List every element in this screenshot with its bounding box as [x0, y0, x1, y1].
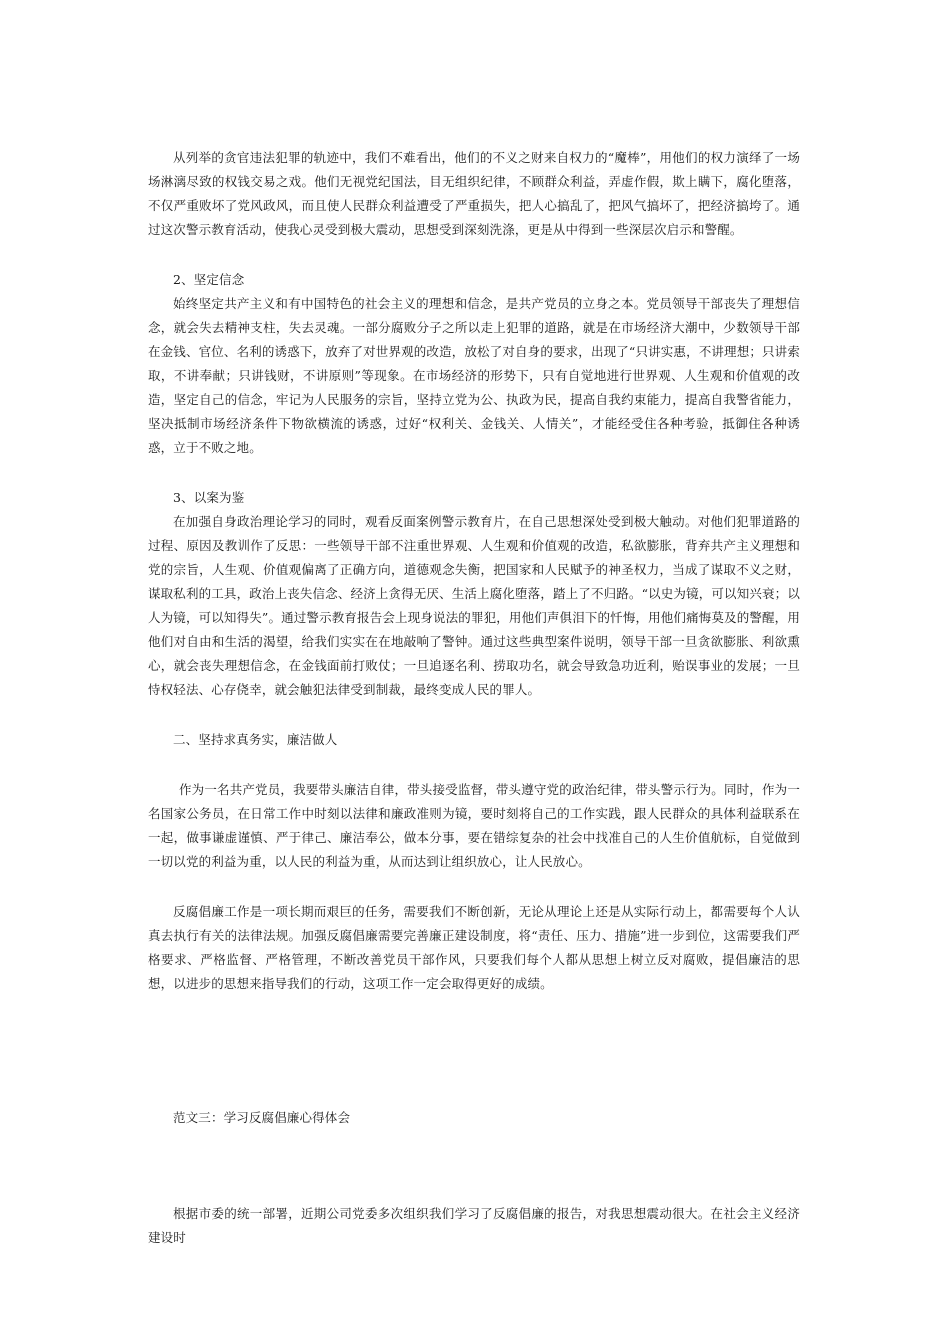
paragraph-firm-belief: 始终坚定共产主义和有中国特色的社会主义的理想和信念，是共产党员的立身之本。党员领导干部丧失了理想信念，就会失去精神支柱，失去灵魂。一部分腐败分子之所以走上犯罪的道路，就是在市场经济大潮中，少数领导干部在金钱、官位、名利的诱惑下，放弃了对世界观的改造，放松了对自身的要求，出现了“只讲实惠，不讲理想；只讲索取，不讲奉献；只讲钱财，不讲原则”等现象。在市场经济的形势下，只有自觉地进行世界观、人生观和价值观的改造，坚定自己的信念，牢记为人民服务的宗旨，坚持立党为公、执政为民，提高自我约束能力，提高自我警省能力，坚决抵制市场经济条件下物欲横流的诱惑，过好“权利关、金钱关、人情关”，才能经受住各种考验，抵御住各种诱惑，立于不败之地。 — [148, 296, 800, 455]
paragraph-city-committee: 根据市委的统一部署，近期公司党委多次组织我们学习了反腐倡廉的报告，对我思想震动很大。在社会主义经济建设时 — [148, 1206, 800, 1245]
paragraph-learn-from-cases: 在加强自身政治理论学习的同时，观看反面案例警示教育片，在自己思想深处受到极大触动。对他们犯罪道路的过程、原因及教训作了反思：一些领导干部不注重世界观、人生观和价值观的改造，私欲膨胀，背弃共产主义理想和党的宗旨，人生观、价值观偏离了正确方向，道德观念失衡，把国家和人民赋予的神圣权力，当成了谋取不义之财，谋取私利的工具，政治上丧失信念、经济上贪得无厌、生活上腐化堕落，踏上了不归路。“以史为镜，可以知兴衰；以人为镜，可以知得失”。通过警示教育报告会上现身说法的罪犯，用他们声俱泪下的忏悔，用他们痛悔莫及的警醒，用他们对自由和生活的渴望，给我们实实在在地敲响了警钟。通过这些典型案件说明，领导干部一旦贪欲膨胀、利欲熏心，就会丧失理想信念，在金钱面前打败仗；一旦追逐名利、捞取功名，就会导致急功近利，贻误事业的发展；一旦恃权轻法、心存侥幸，就会触犯法律受到制裁，最终变成人民的罪人。 — [148, 514, 800, 697]
paragraph-corruption-trajectory: 从列举的贪官违法犯罪的轨迹中，我们不难看出，他们的不义之财来自权力的“魔棒”，用他们的权力演绎了一场场淋漓尽致的权钱交易之戏。他们无视党纪国法，目无组织纪律，不顾群众利益，弄虚作假，欺上瞒下，腐化堕落，不仅严重败坏了党风政风，而且使人民群众利益遭受了严重损失，把人心搞乱了，把风气搞坏了，把经济搞垮了。通过这次警示教育活动，使我心灵受到极大震动，思想受到深刻洗涤，更是从中得到一些深层次启示和警醒。 — [148, 150, 800, 237]
document-page — [148, 146, 800, 1250]
paragraph-party-member-duty: 作为一名共产党员，我要带头廉洁自律，带头接受监督，带头遵守党的政治纪律，带头警示行为。同时，作为一名国家公务员，在日常工作中时刻以法律和廉政准则为镜，要时刻将自己的工作实践，跟人民群众的具体利益联系在一起，做事谦虚谨慎、严于律己、廉洁奉公，做本分事，要在错综复杂的社会中找准自己的人生价值航标，自觉做到一切以党的利益为重，以人民的利益为重，从而达到让组织放心，让人民放心。 — [148, 782, 800, 869]
heading-seek-truth-integrity: 二、坚持求真务实，廉洁做人 — [173, 732, 338, 747]
paragraph-anti-corruption-task: 反腐倡廉工作是一项长期而艰巨的任务，需要我们不断创新，无论从理论上还是从实际行动上，都需要每个人认真去执行有关的法律法规。加强反腐倡廉需要完善廉正建设制度，将“责任、压力、措施”进一步到位，这需要我们严格要求、严格监督、严格管理，不断改善党员干部作风，只要我们每个人都从思想上树立反对腐败，提倡廉洁的思想，以进步的思想来指导我们的行动，这项工作一定会取得更好的成绩。 — [148, 904, 800, 991]
heading-sample-three: 范文三：学习反腐倡廉心得体会 — [173, 1110, 351, 1125]
heading-learn-from-cases: 3、以案为鉴 — [173, 490, 245, 505]
heading-firm-belief: 2、坚定信念 — [173, 272, 245, 287]
